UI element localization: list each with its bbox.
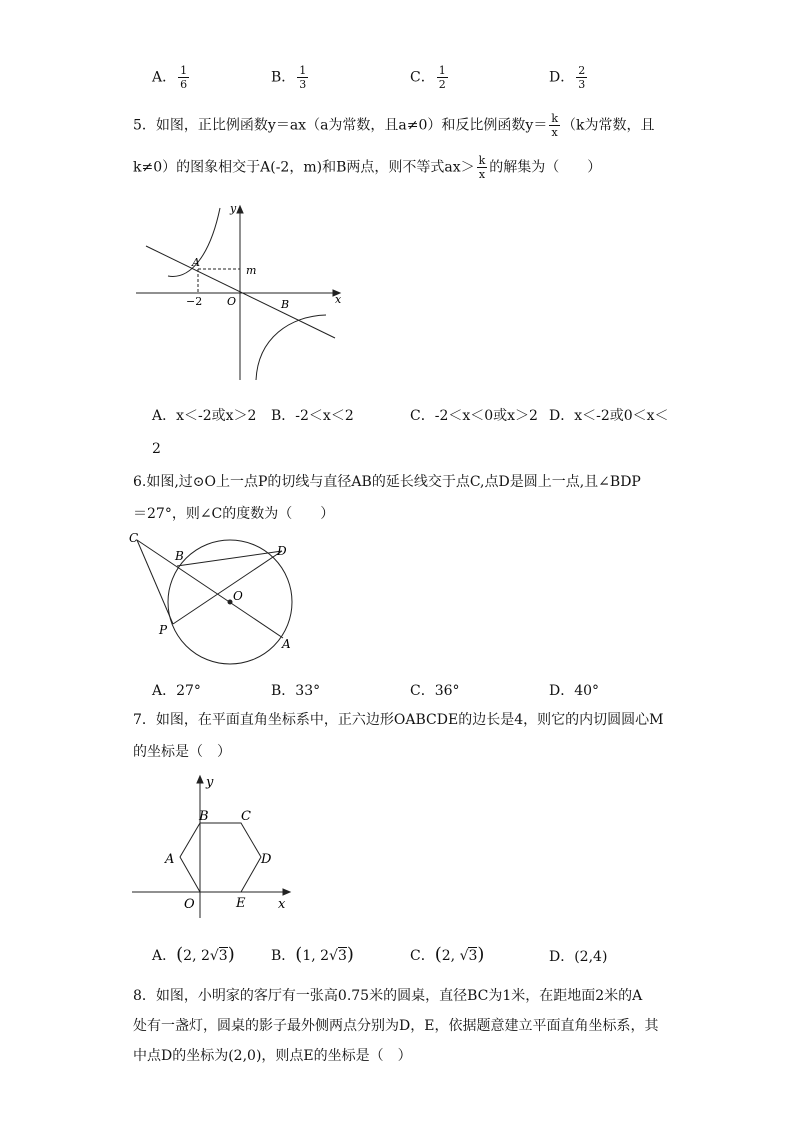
q7-fig-label-y: y [206, 775, 214, 790]
q4-option-b: B． $\frac{1}{3}$ [271, 64, 307, 91]
q6-figure [125, 530, 305, 670]
q6-center-dot [228, 600, 233, 605]
q7-option-c: C．(2, √3) [410, 944, 485, 965]
q5-fig-label-x: x [335, 293, 342, 306]
q7-fig-label-d: D [261, 852, 272, 867]
q5-stem-line2: k≠0）的图象相交于A(-2，m)和B两点，则不等式ax＞ $\frac{k}{x}$ 的解集为（ ） [133, 154, 602, 181]
q6-option-c: C．36° [410, 683, 460, 699]
q7-option-d: D．(2,4) [549, 949, 608, 965]
q7-option-b: B．(1, 2√3) [271, 944, 354, 965]
q6-option-d: D．40° [549, 683, 600, 699]
q5-option-c: C．-2＜x＜0或x＞2 [410, 408, 538, 424]
q6-stem-line2: ＝27°，则∠C的度数为（ ） [133, 506, 335, 522]
q6-fig-label-d: D [277, 544, 287, 558]
q6-option-b: B．33° [271, 683, 321, 699]
q7-fig-label-b: B [199, 809, 209, 824]
q5-option-d-cont: 2 [152, 441, 161, 457]
q6-fig-label-b: B [175, 549, 184, 563]
q5-option-a: A．x＜-2或x＞2 [152, 408, 257, 424]
q5-option-b: B．-2＜x＜2 [271, 408, 354, 424]
q5-fig-label-a: A [192, 256, 200, 269]
q6-fig-label-a: A [282, 637, 291, 651]
q4-option-a: A． $\frac{1}{6}$ [152, 64, 188, 91]
q6-fig-label-o: O [233, 589, 243, 603]
q7-stem-line2: 的坐标是（ ） [133, 744, 231, 760]
q6-fig-label-c: C [129, 531, 139, 545]
q6-fig-label-p: P [159, 623, 168, 637]
q4-option-d: D． $\frac{2}{3}$ [549, 64, 586, 91]
q6-stem-line1: 6.如图,过⊙O上一点P的切线与直径AB的延长线交于点C,点D是圆上一点,且∠BDP [133, 474, 641, 490]
q5-fig-label-y: y [230, 202, 237, 215]
q7-fig-label-x: x [278, 897, 286, 912]
q8-stem-line1: 8．如图，小明家的客厅有一张高0.75米的圆桌，直径BC为1米，在距地面2米的A [133, 988, 643, 1004]
q7-fig-label-e: E [236, 896, 246, 911]
q7-stem-line1: 7．如图，在平面直角坐标系中，正六边形OABCDE的边长是4，则它的内切圆圆心M [133, 712, 664, 728]
q7-fig-label-c: C [241, 809, 251, 824]
q5-fig-label-b: B [281, 298, 290, 311]
q8-stem-line2: 处有一盏灯，圆桌的影子最外侧两点分别为D，E，依据题意建立平面直角坐标系，其 [133, 1018, 659, 1034]
q4-option-c: C． $\frac{1}{2}$ [410, 64, 446, 91]
q5-fig-label-o: O [227, 295, 237, 308]
q7-option-a: A．(2, 2√3) [152, 944, 235, 965]
q5-figure [130, 198, 350, 383]
q8-stem-line3: 中点D的坐标为(2,0)，则点E的坐标是（ ） [133, 1048, 412, 1064]
q5-fig-label-minus2: −2 [186, 295, 203, 308]
q5-fig-label-m: m [246, 264, 257, 277]
q7-fig-label-o: O [184, 897, 195, 912]
q7-fig-label-a: A [165, 852, 175, 867]
q5-stem-line1: 5．如图，正比例函数y＝ax（a为常数，且a≠0）和反比例函数y＝ $\frac{k}{x}$ （k为常数，且 [133, 112, 655, 139]
q7-figure [128, 770, 298, 920]
q5-option-d: D．x＜-2或0＜x＜ [549, 408, 669, 424]
q6-option-a: A．27° [152, 683, 201, 699]
